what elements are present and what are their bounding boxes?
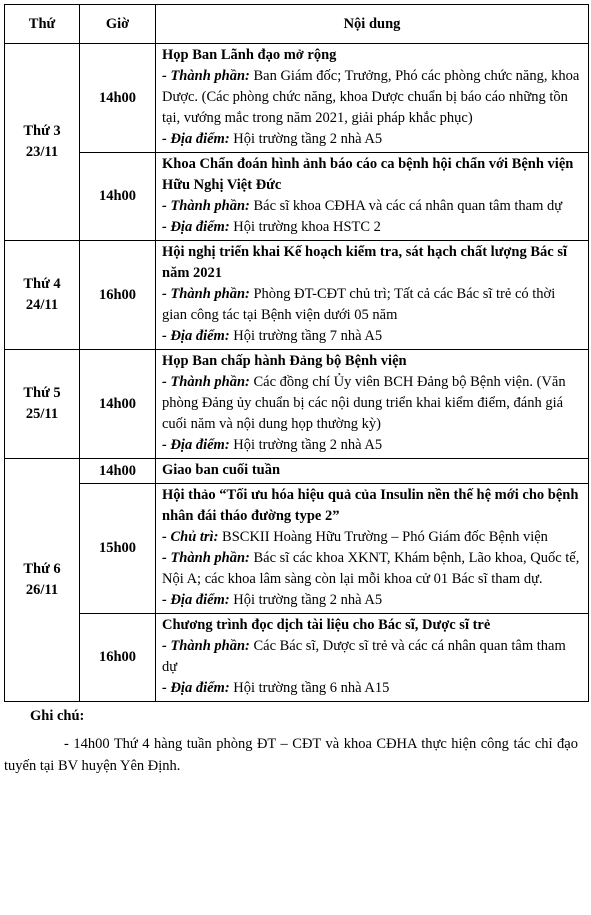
day-cell: [5, 44, 80, 241]
event-content: [156, 459, 589, 484]
notes-section: [4, 705, 588, 777]
detail-label: - Địa điểm:: [162, 328, 230, 344]
detail-text: Các đồng chí Ủy viên BCH Đảng bộ Bệnh viện. (Văn phòng Đảng ủy chuẩn bị các nội dung triển khai kiểm điểm, đánh giá cuối năm và nội dung họp thường kỳ): [162, 374, 566, 432]
detail-label: - Địa điểm:: [162, 131, 230, 147]
detail-text: Phòng ĐT-CĐT chủ trì; Tất cả các Bác sĩ trẻ có thời gian công tác tại Bệnh viện dưới 05 năm: [162, 286, 556, 323]
schedule-document: [4, 4, 588, 774]
event-detail: [162, 66, 583, 129]
event-detail: [162, 284, 583, 326]
table-row: [5, 241, 589, 350]
detail-label: - Địa điểm:: [162, 592, 230, 608]
event-title: Khoa Chẩn đoán hình ảnh báo cáo ca bệnh hội chẩn với Bệnh viện Hữu Nghị Việt Đức: [162, 156, 574, 193]
detail-label: - Thành phần:: [162, 68, 250, 84]
header-time: Giờ: [80, 5, 156, 44]
event-content: [156, 241, 589, 350]
day-name: Thứ 6: [23, 561, 61, 577]
note-item: - 14h00 Thứ 4 hàng tuần phòng ĐT – CĐT và khoa CĐHA thực hiện công tác chỉ đạo tuyến tại BV huyện Yên Định.: [4, 736, 578, 774]
event-detail: [162, 326, 583, 347]
detail-text: Hội trường tầng 2 nhà A5: [229, 592, 383, 608]
event-title: Hội thảo “Tối ưu hóa hiệu quả của Insulin nền thế hệ mới cho bệnh nhân đái tháo đường type 2”: [162, 487, 579, 524]
detail-label: - Thành phần:: [162, 198, 250, 214]
event-detail: [162, 678, 583, 699]
time-cell: 14h00: [80, 459, 156, 484]
day-cell: [5, 459, 80, 702]
notes-title: Ghi chú:: [30, 708, 85, 724]
event-title: Họp Ban chấp hành Đảng bộ Bệnh viện: [162, 353, 407, 369]
event-title: Hội nghị triển khai Kế hoạch kiểm tra, sát hạch chất lượng Bác sĩ năm 2021: [162, 244, 568, 281]
event-content: [156, 614, 589, 702]
detail-text: Ban Giám đốc; Trưởng, Phó các phòng chức năng, khoa Dược. (Các phòng chức năng, khoa Dược chuẩn bị báo cáo những tồn tại, vướng mắc trong năm 2021, giải pháp khắc phục): [162, 68, 580, 126]
event-detail: [162, 590, 583, 611]
detail-label: - Thành phần:: [162, 374, 250, 390]
detail-label: - Chủ trì:: [162, 529, 219, 545]
time-cell: 15h00: [80, 484, 156, 614]
event-content: [156, 153, 589, 241]
table-header-row: [5, 5, 589, 44]
detail-label: - Địa điểm:: [162, 680, 230, 696]
day-date: 26/11: [25, 582, 59, 598]
event-content: [156, 484, 589, 614]
table-row: [5, 153, 589, 241]
event-detail: [162, 196, 583, 217]
table-row: [5, 459, 589, 484]
detail-label: - Thành phần:: [162, 638, 250, 654]
day-cell: [5, 241, 80, 350]
detail-text: Hội trường tầng 6 nhà A15: [229, 680, 390, 696]
event-detail: [162, 217, 583, 238]
event-detail: [162, 548, 583, 590]
detail-text: Bác sĩ các khoa XKNT, Khám bệnh, Lão khoa, Quốc tế, Nội A; các khoa lâm sàng còn lại mỗi khoa cử 01 Bác sĩ tham dự.: [162, 550, 580, 587]
header-content: Nội dung: [156, 5, 589, 44]
day-name: Thứ 5: [23, 385, 61, 401]
event-content: [156, 44, 589, 153]
table-row: [5, 484, 589, 614]
event-detail: [162, 527, 583, 548]
event-detail: [162, 636, 583, 678]
event-title: Họp Ban Lãnh đạo mở rộng: [162, 47, 337, 63]
time-cell: 14h00: [80, 153, 156, 241]
event-detail: [162, 435, 583, 456]
day-date: 25/11: [25, 406, 59, 422]
time-cell: 16h00: [80, 241, 156, 350]
header-day: Thứ: [5, 5, 80, 44]
detail-label: - Thành phần:: [162, 286, 250, 302]
time-cell: 16h00: [80, 614, 156, 702]
schedule-body: [5, 44, 589, 702]
table-row: [5, 614, 589, 702]
event-title: Chương trình đọc dịch tài liệu cho Bác sĩ, Dược sĩ trẻ: [162, 617, 491, 633]
table-row: [5, 350, 589, 459]
time-cell: 14h00: [80, 44, 156, 153]
event-detail: [162, 129, 583, 150]
detail-text: Hội trường khoa HSTC 2: [229, 219, 381, 235]
detail-text: Hội trường tầng 2 nhà A5: [229, 437, 383, 453]
day-date: 24/11: [25, 297, 59, 313]
day-name: Thứ 3: [23, 123, 61, 139]
detail-label: - Địa điểm:: [162, 219, 230, 235]
day-name: Thứ 4: [23, 276, 61, 292]
detail-label: - Thành phần:: [162, 550, 250, 566]
day-date: 23/11: [25, 144, 59, 160]
detail-text: BSCKII Hoàng Hữu Trường – Phó Giám đốc Bệnh viện: [218, 529, 548, 545]
event-content: [156, 350, 589, 459]
event-detail: [162, 372, 583, 435]
detail-text: Bác sĩ khoa CĐHA và các cá nhân quan tâm tham dự: [249, 198, 563, 214]
detail-text: Hội trường tầng 7 nhà A5: [229, 328, 383, 344]
detail-text: Hội trường tầng 2 nhà A5: [229, 131, 383, 147]
event-title: Giao ban cuối tuần: [162, 462, 281, 478]
detail-label: - Địa điểm:: [162, 437, 230, 453]
detail-text: Các Bác sĩ, Dược sĩ trẻ và các cá nhân quan tâm tham dự: [162, 638, 566, 675]
time-cell: 14h00: [80, 350, 156, 459]
schedule-table: [4, 4, 589, 702]
table-row: [5, 44, 589, 153]
notes-list: [4, 733, 588, 777]
day-cell: [5, 350, 80, 459]
